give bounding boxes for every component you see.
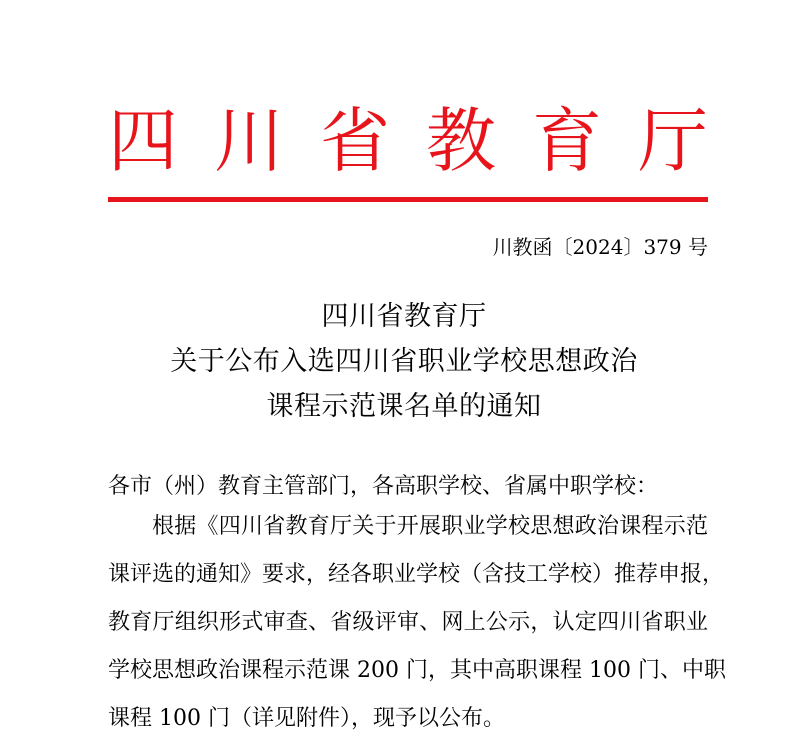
document-number: 川教函〔2024〕379 号 (492, 235, 708, 259)
title-line: 关于公布入选四川省职业学校思想政治 (170, 346, 638, 377)
body-paragraph (108, 510, 726, 750)
body-line: 教育厅组织形式审查、省级评审、网上公示，认定四川省职业 (108, 610, 708, 635)
header-char: 省 (320, 100, 390, 182)
header-char: 厅 (638, 100, 708, 182)
salutation: 各市（州）教育主管部门，各高职学校、省属中职学校： (108, 474, 659, 499)
title-line: 课程示范课名单的通知 (266, 391, 542, 422)
body-line: 课程 100 门（详见附件），现予以公布。 (108, 706, 505, 731)
issuing-authority-header (108, 96, 708, 186)
red-divider-rule (108, 197, 708, 202)
title-line: 四川省教育厅 (321, 301, 487, 332)
body-line: 课评选的通知》要求，经各职业学校（含技工学校）推荐申报， (108, 562, 725, 587)
header-char: 川 (214, 100, 284, 182)
document-title (100, 294, 708, 429)
body-line: 学校思想政治课程示范课 200 门，其中高职课程 100 门、中职 (108, 658, 726, 683)
header-char: 教 (426, 100, 496, 182)
body-line: 根据《四川省教育厅关于开展职业学校思想政治课程示范 (152, 514, 708, 539)
header-char: 四 (108, 100, 178, 182)
header-char: 育 (532, 100, 602, 182)
